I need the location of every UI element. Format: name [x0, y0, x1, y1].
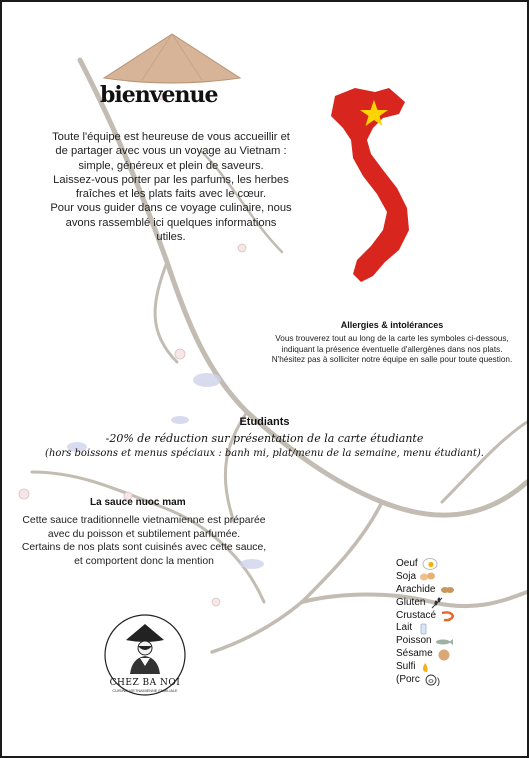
- allergen-item: [396, 571, 506, 584]
- sauce-title: La sauce nuoc mam: [90, 497, 186, 508]
- wheat-icon: [428, 597, 446, 609]
- allergen-label: Sésame: [396, 648, 433, 660]
- restaurant-tagline: CUISINE VIETNAMIENNE FAMILIALE: [112, 689, 178, 693]
- welcome-paragraph: Toute l'équipe est heureuse de vous accueillir et de partager avec vous un voyage au Vietnam : simple, généreux et plein de saveurs.: [52, 131, 290, 172]
- students-offer: -20% de réduction sur présentation de la carte étudiante: [105, 432, 424, 445]
- welcome-paragraph: Laissez-vous porter par les parfums, les herbes fraîches et les plats faits avec le cœur.: [53, 173, 289, 201]
- shrimp-icon: [439, 610, 457, 622]
- allergen-item: [396, 635, 506, 648]
- allergen-legend: [396, 558, 506, 687]
- allergies-paragraph: Vous trouverez tout au long de la carte les symboles ci-dessous, indiquant la présence éventuelle d'allergènes dans nos plats.: [275, 334, 509, 354]
- allergies-title: Allergies & intolérances: [340, 320, 444, 330]
- allergen-label: Soja: [396, 570, 417, 582]
- sauce-text: [20, 514, 268, 568]
- allergen-label: Arachide: [396, 583, 436, 595]
- svg-text:): ): [436, 676, 440, 687]
- restaurant-name: CHEZ BA NOI: [109, 678, 181, 688]
- sesame-icon: [436, 649, 454, 661]
- allergen-label: Oeuf: [396, 558, 418, 569]
- fish-icon: [435, 636, 453, 648]
- allergen-item: [396, 610, 506, 623]
- allergies-paragraph: N'hésitez pas à solliciter notre équipe en salle pour toute question.: [271, 355, 513, 364]
- students-title: Etudiants: [239, 416, 290, 428]
- sulfite-icon: [418, 662, 436, 674]
- conical-hat-icon: [102, 32, 242, 84]
- allergies-text: [267, 334, 517, 366]
- soy-icon: [419, 571, 437, 583]
- allergen-label: Lait: [396, 622, 413, 634]
- menu-page: [2, 2, 527, 756]
- sauce-paragraph: Cette sauce traditionnelle vietnamienne est préparée avec du poisson et subtilement parfumée.: [22, 515, 266, 540]
- allergen-label: (Porc: [396, 674, 420, 686]
- welcome-text: [50, 130, 292, 244]
- welcome-title: bienvenue: [100, 82, 218, 108]
- pig-icon: [423, 674, 441, 686]
- welcome-paragraph: Pour vous guider dans ce voyage culinaire, nous avons rassemblé ici quelques informations utiles.: [50, 202, 292, 244]
- allergen-label: Gluten: [396, 596, 426, 608]
- students-exclusions: (hors boissons et menus spéciaux : banh mi, plat/menu de la semaine, menu étudiant).: [45, 448, 484, 459]
- allergen-item: [396, 597, 506, 610]
- allergen-label: Poisson: [396, 635, 432, 647]
- peanut-icon: [438, 584, 456, 596]
- egg-icon: [421, 558, 439, 570]
- sauce-paragraph: Certains de nos plats sont cuisinés avec cette sauce, et comportent donc la mention: [21, 542, 267, 567]
- vietnam-flag-map-icon: [327, 84, 417, 284]
- allergen-item: [396, 674, 506, 687]
- allergen-label: Crustacé: [396, 609, 437, 621]
- allergen-label: Sulfi: [396, 661, 416, 673]
- allergen-item: [396, 648, 506, 661]
- allergen-item: [396, 661, 506, 674]
- allergen-item: [396, 558, 506, 571]
- milk-icon: [415, 623, 433, 635]
- allergen-item: [396, 622, 506, 635]
- allergen-item: [396, 584, 506, 597]
